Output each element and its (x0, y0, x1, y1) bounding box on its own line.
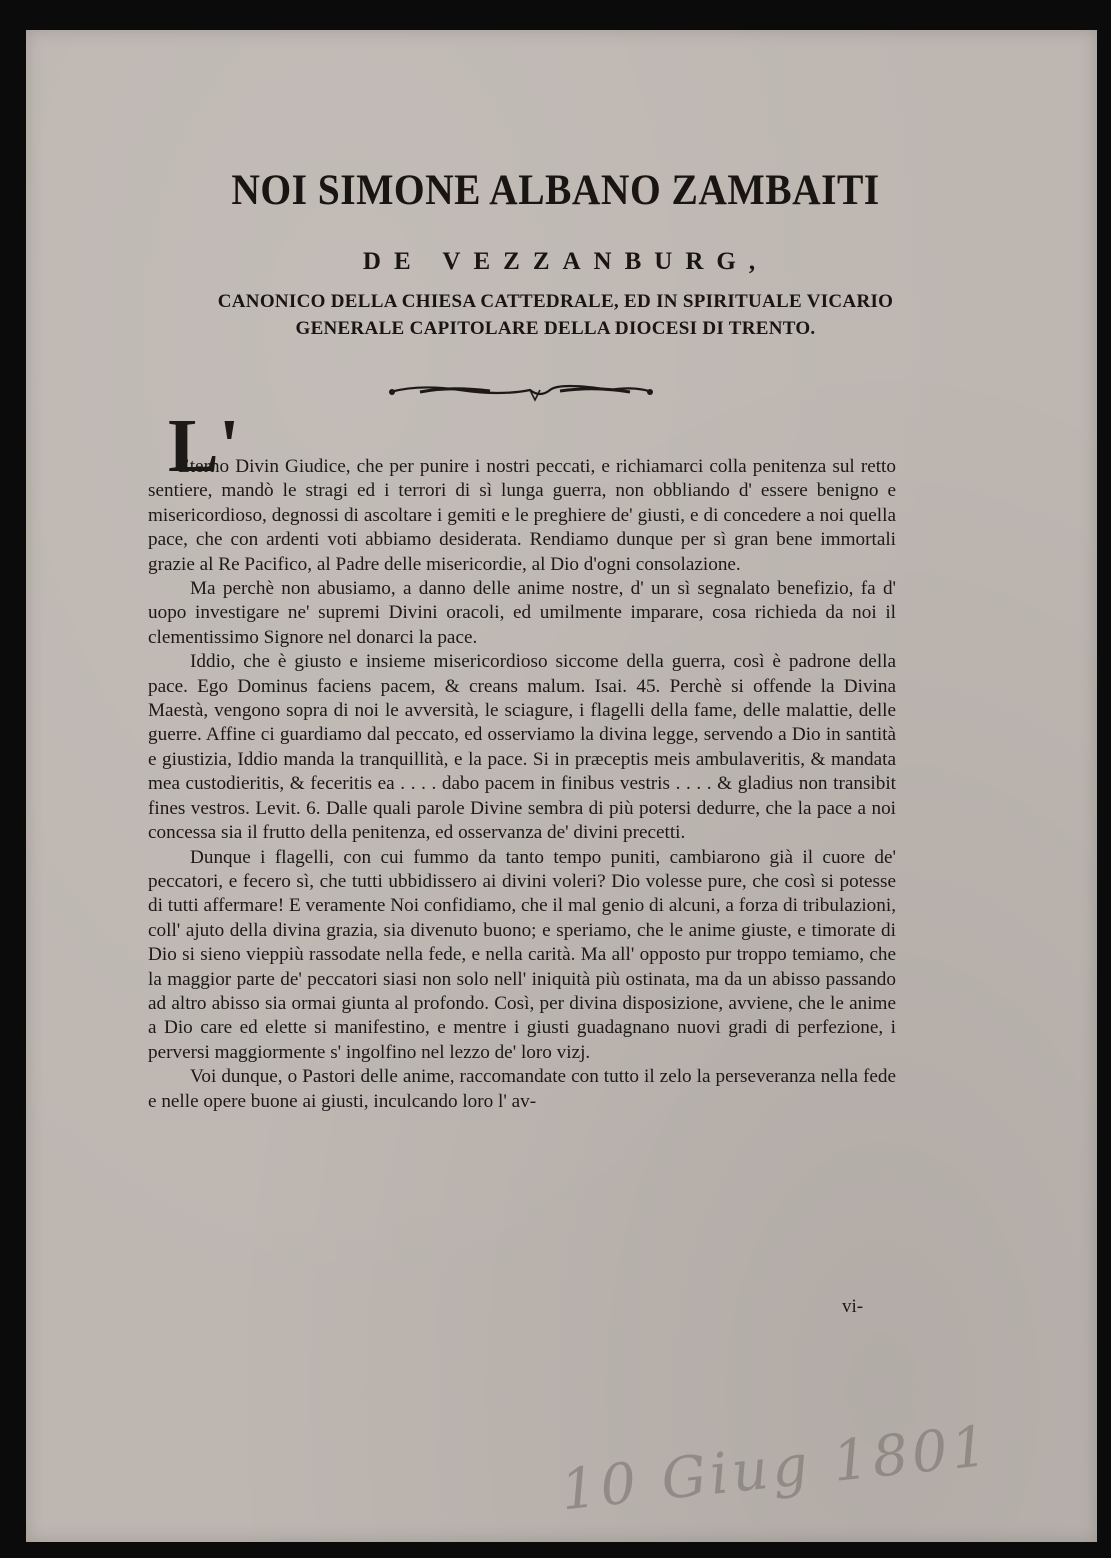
handwritten-date: 10 Giug 1801 (557, 1413, 995, 1524)
document-body (148, 455, 896, 1114)
office-description (0, 288, 1111, 342)
drop-cap: L' (168, 404, 240, 488)
office-line-1: CANONICO DELLA CHIESA CATTEDRALE, ED IN SPIRITUALE VICARIO (217, 291, 894, 312)
paragraph-1: Eterno Divin Giudice, che per punire i nostri peccati, e richiamarci colla penitenza sul retto sentiere, mandò le stragi ed i terrori di sì lunga guerra, non obbliando d' essere benigno e misericordioso, degnossi di ascoltare i gemiti e le preghiere de' giusti, e di concedere a noi quella pace, che con ardenti voti abbiamo desiderata. Rendiamo dunque per sì gran bene immortali grazie al Re Pacifico, al Padre delle misericordie, al Dio d'ogni consolazione. (148, 456, 896, 575)
office-line-2: GENERALE CAPITOLARE DELLA DIOCESI DI TRENTO. (295, 318, 816, 339)
paragraph-2: Ma perchè non abusiamo, a danno delle anime nostre, d' un sì segnalato benefizio, fa d' uopo investigare ne' supremi Divini oracoli, ed umilmente imparare, cosa richieda da noi il clementissimo Signore nel donarci la pace. (148, 578, 896, 648)
paragraph-3: Iddio, che è giusto e insieme misericordioso siccome della guerra, così è padrone della pace. Ego Dominus faciens pacem, & creans malum. Isai. 45. Perchè si offende la Divina Maestà, vengono sopra di noi le avversità, le sciagure, i flagelli della fame, delle malattie, delle guerre. Affine ci guardiamo dal peccato, ed osserviamo la divina legge, servendo a Dio in santità e giustizia, Iddio manda la tranquillità, e la pace. Si in præceptis meis ambulaveritis, & mandata mea custodieritis, & feceritis ea . . . . dabo pacem in finibus vestris . . . . & gladius non transibit fines vestros. Levit. 6. Dalle quali parole Divine sembra di più potersi dedurre, che la pace a noi concessa sia il frutto della penitenza, ed osservanza de' divini precetti. (148, 651, 896, 844)
paragraph-5: Voi dunque, o Pastori delle anime, raccomandate con tutto il zelo la perseveranza nella fede e nelle opere buone ai giusti, inculcando loro l' av- (148, 1066, 896, 1112)
document-title: NOI SIMONE ALBANO ZAMBAITI (231, 167, 880, 214)
document-subtitle: DE VEZZANBURG, (362, 248, 769, 275)
ornament-divider-icon (380, 378, 660, 404)
paragraph-4: Dunque i flagelli, con cui fummo da tanto tempo puniti, cambiarono già il cuore de' peccatori, e fecero sì, che tutti ubbidissero ai divini voleri? Dio volesse pure, che così si potesse di tutti affermare! E veramente Noi confidiamo, che il mal genio di alcuni, a forza di tribulazioni, coll' ajuto della divina grazia, sia divenuto buono; e speriamo, che le anime giuste, e timorate di Dio si sieno vieppiù rassodate nella fede, e nella carità. Ma all' opposto pur troppo temiamo, che la maggior parte de' peccatori siasi non solo nell' iniquità più ostinata, ma da un abisso passando ad altro abisso sia ormai giunta al profondo. Così, per divina disposizione, avviene, che le anime a Dio care ed elette si manifestino, e mentre i giusti guadagnano nuovi gradi di perfezione, i perversi maggiormente s' ingolfino nel lezzo de' loro vizj. (148, 846, 896, 1063)
catchword: vi- (842, 1296, 864, 1317)
